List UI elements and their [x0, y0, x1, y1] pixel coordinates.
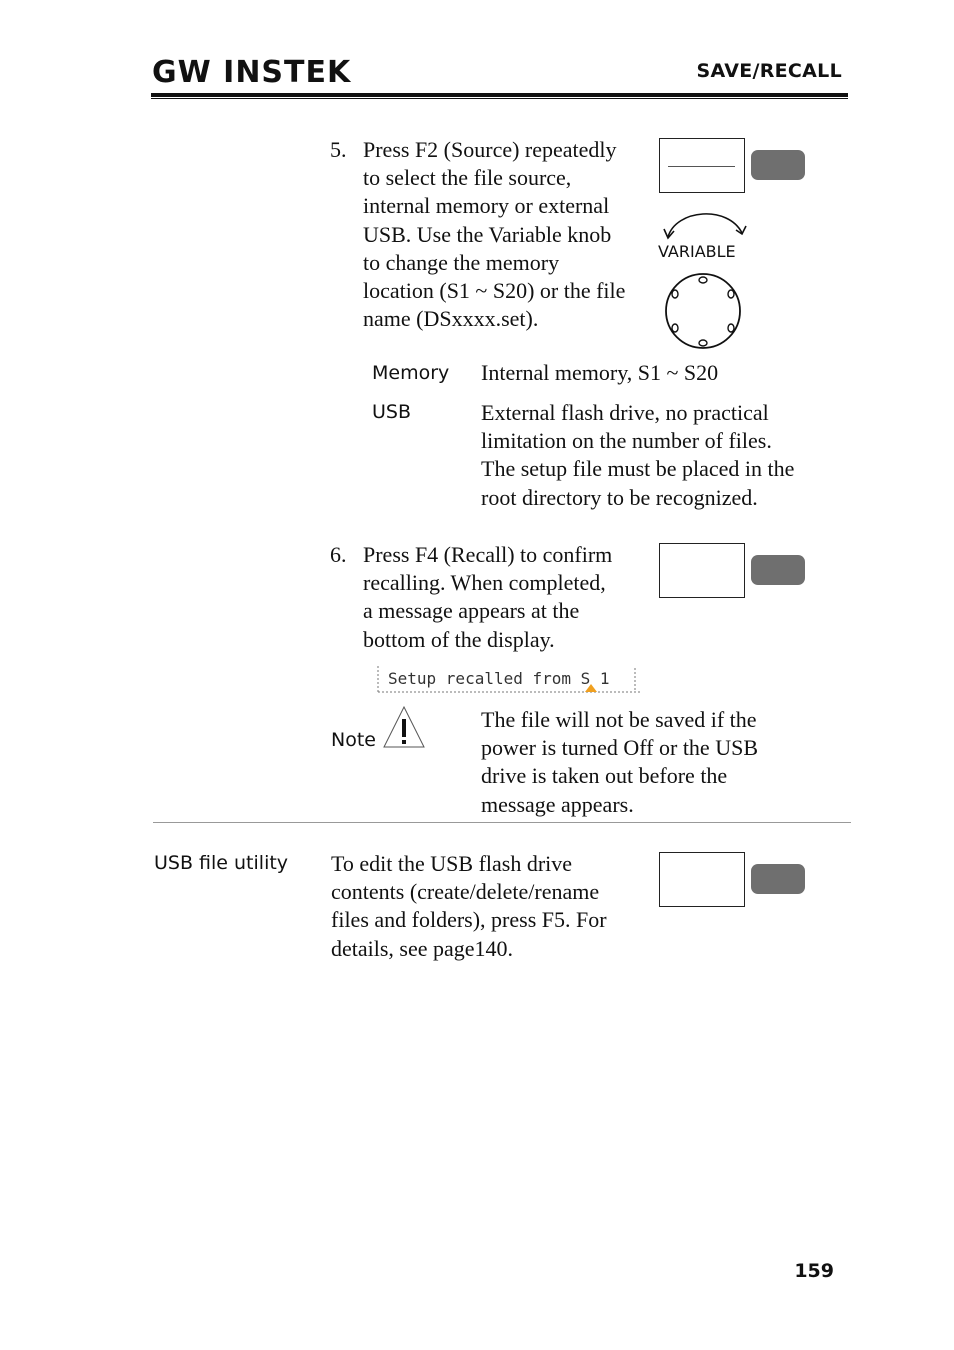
note-text — [481, 706, 841, 819]
step-5-line: USB. Use the Variable knob — [363, 221, 612, 247]
usb-utility-text — [331, 850, 656, 963]
step-6-text — [363, 541, 655, 654]
usb-description — [481, 399, 841, 512]
usb-file-utility-label: USB file utility — [154, 852, 289, 874]
note-line: drive is taken out before the — [481, 763, 728, 789]
note-line: The file will not be saved if the — [481, 707, 757, 732]
variable-knob-label: VARIABLE — [658, 242, 736, 261]
f2-button[interactable] — [751, 150, 805, 180]
step-5-number: 5. — [330, 137, 347, 162]
softkey-divider — [668, 166, 735, 167]
usb-description-line: limitation on the number of files. — [481, 428, 772, 454]
memory-description: Internal memory, S1 ~ S20 — [481, 360, 719, 385]
usb-label: USB — [372, 401, 412, 423]
variable-knob-icon[interactable] — [662, 272, 744, 350]
f2-softkey-display — [659, 138, 745, 193]
step-5-line: internal memory or external — [363, 193, 610, 219]
usb-description-line: External flash drive, no practical — [481, 400, 769, 425]
usb-utility-line: details, see page140. — [331, 935, 514, 961]
step-6-line: recalling. When completed, — [363, 570, 606, 596]
usb-description-line: root directory to be recognized. — [481, 484, 758, 510]
svg-text:GW INSTEK: GW INSTEK — [152, 55, 352, 90]
rotate-arrows-icon — [662, 203, 748, 241]
note-line: message appears. — [481, 791, 634, 817]
f4-softkey-display — [659, 543, 745, 598]
usb-utility-line: files and folders), press F5. For — [331, 907, 607, 933]
step-6-number: 6. — [330, 542, 347, 567]
step-5-line: name (DSxxxx.set). — [363, 306, 539, 332]
step-5-line: to change the memory — [363, 249, 560, 275]
usb-description-line: The setup file must be placed in the — [481, 456, 795, 482]
section-title: SAVE/RECALL — [696, 60, 842, 82]
usb-utility-line: To edit the USB flash drive — [331, 851, 573, 876]
screen-message-text: Setup recalled from S 1 — [388, 669, 610, 688]
step-6-line: bottom of the display. — [363, 626, 555, 652]
f5-softkey-display — [659, 852, 745, 907]
memory-label: Memory — [372, 362, 450, 384]
note-label: Note — [331, 729, 376, 751]
page-number: 159 — [794, 1260, 834, 1282]
step-5-text — [363, 136, 655, 333]
gw-instek-logo — [152, 54, 352, 90]
step-5-line: location (S1 ~ S20) or the file — [363, 278, 626, 304]
f5-button[interactable] — [751, 864, 805, 894]
step-5-line: Press F2 (Source) repeatedly — [363, 137, 617, 162]
section-divider — [153, 822, 851, 823]
usb-utility-line: contents (create/delete/rename — [331, 879, 600, 905]
f4-button[interactable] — [751, 555, 805, 585]
step-6-line: Press F4 (Recall) to confirm — [363, 542, 613, 567]
header-rule — [151, 93, 848, 97]
header-rule-thin — [151, 98, 848, 99]
screen-message-box — [377, 664, 643, 694]
warning-icon — [382, 705, 426, 749]
note-line: power is turned Off or the USB — [481, 735, 758, 761]
step-5-line: to select the file source, — [363, 165, 572, 191]
step-6-line: a message appears at the — [363, 598, 580, 624]
